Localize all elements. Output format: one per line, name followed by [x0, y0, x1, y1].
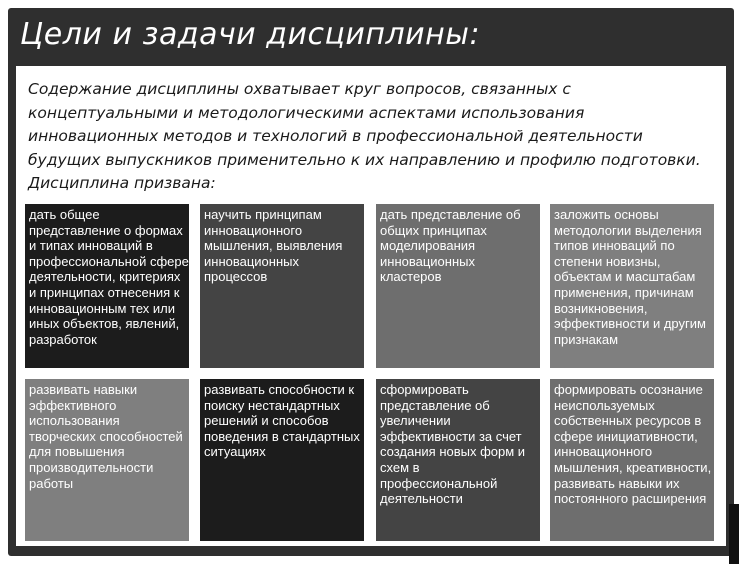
goal-card-text: развивать навыки эффективного использования творческих способностей для повышения производительности работы	[29, 382, 183, 491]
goal-card-text: формировать осознание неиспользуемых собственных ресурсов в сфере инициативности, инновационного мышления, креативности, развивать навыки их постоянного расширения	[554, 382, 712, 507]
goal-card	[25, 204, 189, 368]
goal-card-text: дать общее представление о формах и типах инноваций в профессиональной сфере деятельности, критериях и принципах отнесения к инновационным тех или иных объектов, явлений, разработок	[29, 207, 189, 347]
slide-title: Цели и задачи дисциплины:	[20, 17, 481, 52]
goal-card	[200, 204, 364, 368]
goal-card	[550, 379, 714, 541]
goal-card	[376, 379, 540, 541]
intro-text: Содержание дисциплины охватывает круг вопросов, связанных с концептуальными и методологическими аспектами использования инновационных методов и технологий в профессиональной деятельности будущих выпускников применительно к их направлению и профилю подготовки. Дисциплина призвана:	[28, 80, 701, 192]
goal-card-text: сформировать представление об увеличении эффективности за счет создания новых форм и схем в профессиональной деятельности	[380, 382, 526, 507]
goal-card	[200, 379, 364, 541]
goal-card-text: дать представление об общих принципах моделирования инновационных кластеров	[380, 207, 521, 285]
goal-card-text: развивать способности к поиску нестандартных решений и способов поведения в стандартных ситуациях	[204, 382, 360, 460]
goal-card-text: заложить основы методологии выделения типов инноваций по степени новизны, объектам и масштабам применения, причинам возникновения, эффективности и другим признакам	[554, 207, 706, 347]
goal-card	[550, 204, 714, 368]
goal-card-text: научить принципам инновационного мышления, выявления инновационных процессов	[204, 207, 343, 285]
goal-card	[25, 379, 189, 541]
goal-card	[376, 204, 540, 368]
edge-shadow	[729, 504, 739, 564]
